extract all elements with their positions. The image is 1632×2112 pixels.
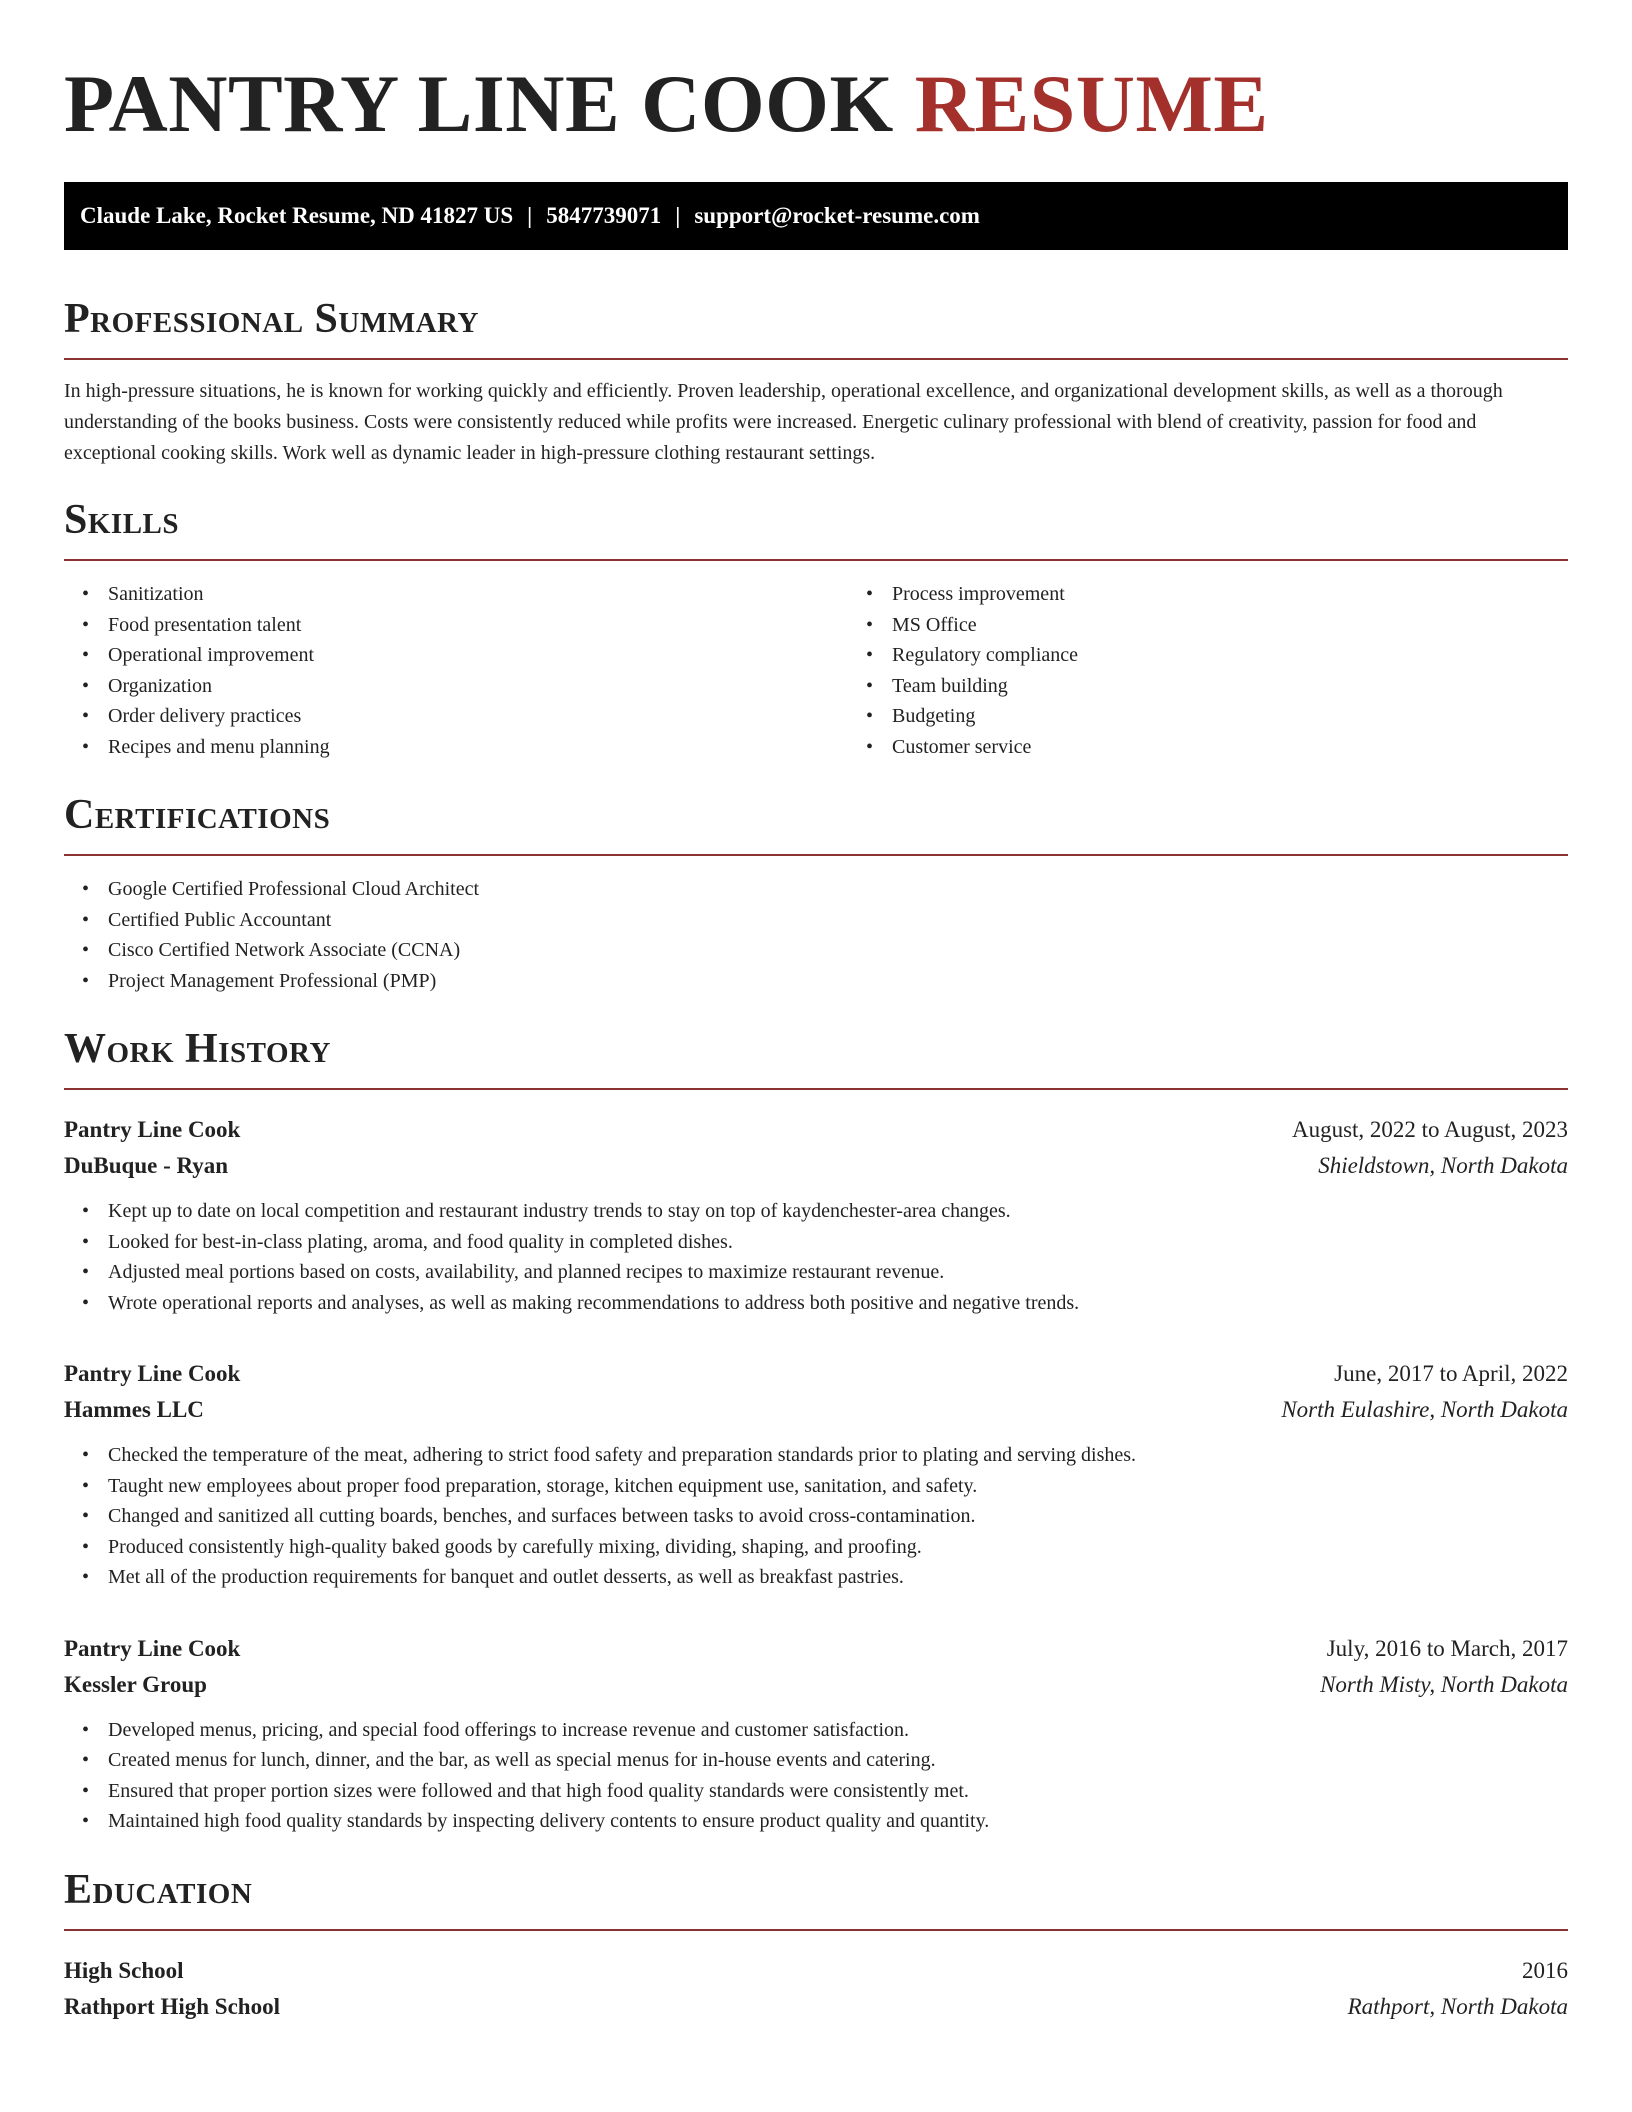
job-location: North Eulashire, North Dakota <box>1281 1397 1568 1422</box>
job-header-row <box>64 1356 1568 1392</box>
resume-title <box>64 56 1568 152</box>
title-accent: RESUME <box>914 58 1269 149</box>
job-duty: • Maintained high food quality standards by inspecting delivery contents to ensure product quality and quantity. <box>108 1806 1568 1837</box>
title-main: PANTRY LINE COOK <box>64 58 894 149</box>
job-company: Hammes LLC <box>64 1397 204 1422</box>
education-school-row <box>64 1989 1568 2025</box>
job-dates: June, 2017 to April, 2022 <box>1334 1361 1568 1386</box>
work-history-heading: Work History <box>64 1026 331 1072</box>
job-dates: August, 2022 to August, 2023 <box>1291 1117 1568 1142</box>
education-school: Rathport High School <box>64 1993 280 2019</box>
skills-columns <box>64 579 1568 762</box>
certification-item: • Google Certified Professional Cloud Architect <box>108 874 1568 905</box>
contact-separator: | <box>527 203 533 228</box>
job-entry <box>64 1631 1568 1837</box>
job-duty: • Met all of the production requirements for banquet and outlet desserts, as well as breakfast pastries. <box>108 1562 1568 1593</box>
skill-item: • Budgeting <box>892 701 1592 732</box>
skill-item: • Organization <box>108 671 848 702</box>
section-divider <box>64 559 1568 561</box>
certification-item: • Project Management Professional (PMP) <box>108 966 1568 997</box>
education-heading: Education <box>64 1866 253 1913</box>
job-title: Pantry Line Cook <box>64 1361 241 1386</box>
skill-item: • Recipes and menu planning <box>108 732 848 763</box>
section-divider <box>64 358 1568 360</box>
skill-item: • Food presentation talent <box>108 610 848 641</box>
skills-list-left <box>64 579 848 762</box>
job-company: Kessler Group <box>64 1671 207 1697</box>
job-location: Shieldstown, North Dakota <box>1318 1153 1568 1178</box>
job-duty: • Kept up to date on local competition and restaurant industry trends to stay on top of kaydenchester-area changes. <box>108 1196 1568 1227</box>
skills-heading: Skills <box>64 497 180 543</box>
job-duties <box>64 1440 1568 1593</box>
skill-item: • MS Office <box>892 610 1592 641</box>
job-duty: • Created menus for lunch, dinner, and the bar, as well as special menus for in-house events and catering. <box>108 1745 1568 1776</box>
education-year: 2016 <box>1522 1957 1568 1983</box>
skill-item: • Order delivery practices <box>108 701 848 732</box>
job-duty: • Looked for best-in-class plating, aroma, and food quality in completed dishes. <box>108 1227 1568 1258</box>
education-degree: High School <box>64 1957 184 1983</box>
job-company: DuBuque - Ryan <box>64 1153 229 1178</box>
summary-text: In high-pressure situations, he is known for working quickly and efficiently. Proven leadership, operational excellence, and organizational development skills, as well as a thorough understanding of the books business. Costs were consistently reduced while profits were increased. Energetic culinary professional with blend of creativity, passion for food and exceptional cooking skills. Work well as dynamic leader in high-pressure clothing restaurant settings. <box>64 380 1503 464</box>
skill-item: • Operational improvement <box>108 640 848 671</box>
job-duties <box>64 1715 1568 1837</box>
education-header-row <box>64 1953 1568 1989</box>
job-location: North Misty, North Dakota <box>1320 1671 1568 1697</box>
contact-email[interactable]: support@rocket-resume.com <box>694 203 980 228</box>
contact-bar <box>64 182 1568 250</box>
skill-item: • Team building <box>892 671 1592 702</box>
education-entry <box>64 1953 1568 2025</box>
job-duty: • Wrote operational reports and analyses, as well as making recommendations to address both positive and negative trends. <box>108 1288 1568 1319</box>
job-header-row <box>64 1112 1568 1148</box>
job-duty: • Developed menus, pricing, and special food offerings to increase revenue and customer satisfaction. <box>108 1715 1568 1746</box>
skills-list-right <box>848 579 1592 762</box>
contact-address: Claude Lake, Rocket Resume, ND 41827 US <box>80 203 514 228</box>
skill-item: • Customer service <box>892 732 1592 763</box>
certifications-heading: Certifications <box>64 792 331 838</box>
job-company-row <box>64 1667 1568 1703</box>
job-company-row <box>64 1392 1568 1428</box>
work-history-section <box>64 1024 1568 1837</box>
certifications-list <box>64 874 1568 996</box>
skill-item: • Sanitization <box>108 579 848 610</box>
job-dates: July, 2016 to March, 2017 <box>1326 1635 1568 1661</box>
certification-item: • Cisco Certified Network Associate (CCNA) <box>108 935 1568 966</box>
certifications-section <box>64 790 1568 996</box>
job-duty: • Changed and sanitized all cutting boards, benches, and surfaces between tasks to avoid cross-contamination. <box>108 1501 1568 1532</box>
job-duty: • Adjusted meal portions based on costs, availability, and planned recipes to maximize restaurant revenue. <box>108 1257 1568 1288</box>
summary-section <box>64 294 1568 469</box>
skill-item: • Process improvement <box>892 579 1592 610</box>
job-entry <box>64 1356 1568 1593</box>
education-section <box>64 1865 1568 2025</box>
job-duty: • Ensured that proper portion sizes were followed and that high food quality standards were consistently met. <box>108 1776 1568 1807</box>
job-duty: • Checked the temperature of the meat, adhering to strict food safety and preparation standards prior to plating and serving dishes. <box>108 1440 1568 1471</box>
education-location: Rathport, North Dakota <box>1347 1993 1568 2019</box>
section-divider <box>64 854 1568 856</box>
skills-section <box>64 495 1568 762</box>
section-divider <box>64 1929 1568 1931</box>
job-duty: • Taught new employees about proper food preparation, storage, kitchen equipment use, sanitation, and safety. <box>108 1471 1568 1502</box>
job-title: Pantry Line Cook <box>64 1117 241 1142</box>
job-duty: • Produced consistently high-quality baked goods by carefully mixing, dividing, shaping, and proofing. <box>108 1532 1568 1563</box>
skill-item: • Regulatory compliance <box>892 640 1592 671</box>
contact-phone: 5847739071 <box>546 203 662 228</box>
job-company-row <box>64 1148 1568 1184</box>
summary-heading: Professional Summary <box>64 296 479 342</box>
job-entry <box>64 1112 1568 1318</box>
job-header-row <box>64 1631 1568 1667</box>
contact-separator: | <box>675 203 681 228</box>
job-duties <box>64 1196 1568 1318</box>
certification-item: • Certified Public Accountant <box>108 905 1568 936</box>
job-title: Pantry Line Cook <box>64 1635 241 1661</box>
section-divider <box>64 1088 1568 1090</box>
